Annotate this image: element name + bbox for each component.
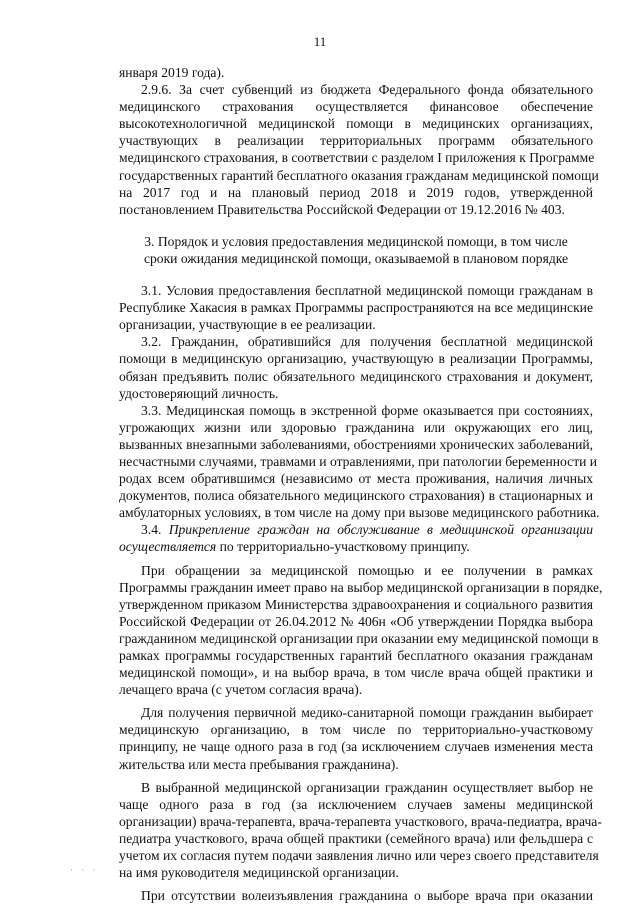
paragraph-3-3-line: 3.3. Медицинская помощь в экстренной форме оказывается при состояниях, xyxy=(141,402,593,418)
paragraph-primary-care-line: принципу, не чаще одного раза в год (за исключением случаев изменения места xyxy=(119,739,593,755)
paragraph-continuation-line: января 2019 года). xyxy=(119,65,225,80)
paragraph-2-9-6-line: 2.9.6. За счет субвенций из бюджета Федерального фонда обязательного xyxy=(141,82,593,98)
italic-text: осуществляется xyxy=(119,539,217,555)
section-heading-line: 3. Порядок и условия предоставления медицинской помощи, в том числе xyxy=(144,233,568,249)
paragraph-3-2-line: обязан предъявить полис обязательного медицинского страхования и документ, xyxy=(119,368,593,384)
paragraph-choice-line: При обращении за медицинской помощью и ее получении в рамках xyxy=(141,562,593,578)
paragraph-primary-care-line: медицинскую организацию, в том числе по территориально-участковому xyxy=(119,722,593,738)
paragraph-absence-line: При отсутствии волеизъявления гражданина о выборе врача при оказании xyxy=(141,888,593,904)
paragraph-2-9-6-line: высокотехнологичной медицинской помощи в медицинских организациях, xyxy=(119,116,593,132)
paragraph-3-1-line: Республике Хакасия в рамках Программы распространяются на все медицинские xyxy=(119,300,593,316)
section-heading-line: сроки ожидания медицинской помощи, оказываемой в плановом порядке xyxy=(143,250,569,266)
paragraph-selected-organization-line: чаще одного раза в год (за исключением случаев замены медицинской xyxy=(119,796,593,812)
paragraph-choice-line: Программы гражданин имеет право на выбор медицинской организации в порядке, xyxy=(119,579,603,595)
paragraph-3-3-line: амбулаторных условиях, в том числе на дому при вызове медицинского работника. xyxy=(119,505,600,521)
paragraph-3-1-line: 3.1. Условия предоставления бесплатной медицинской помощи гражданам в xyxy=(141,283,593,299)
paragraph-3-4-line xyxy=(119,538,593,555)
paragraph-3-4-line xyxy=(119,521,593,538)
paragraph-2-9-6-line: на 2017 год и на плановый период 2018 и 2019 годов, утвержденной xyxy=(119,184,593,200)
paragraph-3-2-line: помощи в медицинскую организацию, участвующую в реализации Программы, xyxy=(119,351,593,367)
paragraph-selected-organization-line: организации) врача-терапевта, врача-терапевта участкового, врача-педиатра, врача- xyxy=(119,813,602,829)
paragraph-gap xyxy=(119,218,593,233)
paragraph-3-3-line: несчастными случаями, травмами и отравлениями, при патологии беременности и xyxy=(119,453,598,469)
paragraph-3-3-line: родах всем обратившимся (независимо от места проживания, наличия личных xyxy=(119,471,593,487)
paragraph-primary-care-line: жительства или места пребывания гражданина). xyxy=(119,756,399,772)
paragraph-choice-line: Российской Федерации от 26.04.2012 № 406н «Об утверждении Порядка выбора xyxy=(119,613,593,629)
paragraph-selected-organization-line: на имя руководителя медицинской организации. xyxy=(119,865,399,881)
paragraph-3-1-line: организации, участвующие в ее реализации. xyxy=(119,317,376,333)
paragraph-choice-line: лечащего врача (с учетом согласия врача). xyxy=(119,682,363,698)
italic-text: Прикрепление граждан на обслуживание в медицинской организации xyxy=(168,522,593,538)
paragraph-2-9-6-line: медицинского страхования, в соответствии с разделом I приложения к Программе xyxy=(119,150,595,166)
paragraph-choice-line: медицинской помощи», и на выбор врача, в том числе врача общей практики и xyxy=(119,665,593,681)
paragraph-choice-line: утвержденном приказом Министерства здравоохранения и социального развития xyxy=(119,596,593,612)
paragraph-gap xyxy=(119,267,593,282)
document-body xyxy=(119,64,603,904)
paragraph-2-9-6-line: участвующих в реализации территориальных программ обязательного xyxy=(119,133,593,149)
paragraph-choice-line: гражданином медицинской организации при оказании ему медицинской помощи в xyxy=(119,630,599,646)
scan-artifact: · · · xyxy=(70,865,99,875)
paragraph-selected-organization-line: учетом их согласия путем подачи заявления лично или через своего представителя xyxy=(119,848,599,864)
paragraph-primary-care-line: Для получения первичной медико-санитарной помощи гражданин выбирает xyxy=(141,705,593,721)
paragraph-3-3-line: вызванных внезапными заболеваниями, обострениями хронических заболеваний, xyxy=(119,436,594,452)
paragraph-2-9-6-line: медицинского страхования осуществляется финансовое обеспечение xyxy=(119,99,593,115)
paragraph-2-9-6-line: государственных гарантий бесплатного оказания гражданам медицинской помощи xyxy=(119,167,599,183)
paragraph-3-3-line: угрожающих жизни или здоровью гражданина или окружающих его лиц, xyxy=(119,419,593,435)
plain-text: по территориально-участковому принципу. xyxy=(216,539,470,555)
paragraph-number: 3.4. xyxy=(141,522,169,538)
paragraph-choice-line: рамках программы государственных гарантий бесплатного оказания гражданам xyxy=(119,648,593,663)
paragraph-2-9-6-line: постановлением Правительства Российской Федерации от 19.12.2016 № 403. xyxy=(119,201,565,217)
paragraph-selected-organization-line: В выбранной медицинской организации гражданин осуществляет выбор не xyxy=(141,779,593,795)
paragraph-selected-organization-line: педиатра участкового, врача общей практики (семейного врача) или фельдшера с xyxy=(119,830,593,846)
paragraph-3-2-line: 3.2. Гражданин, обратившийся для получения бесплатной медицинской xyxy=(141,334,593,350)
paragraph-3-3-line: документов, полиса обязательного медицинского страхования) в стационарных и xyxy=(119,488,593,504)
page-number: 11 xyxy=(313,34,327,49)
paragraph-3-2-line: удостоверяющий личность. xyxy=(119,385,279,401)
